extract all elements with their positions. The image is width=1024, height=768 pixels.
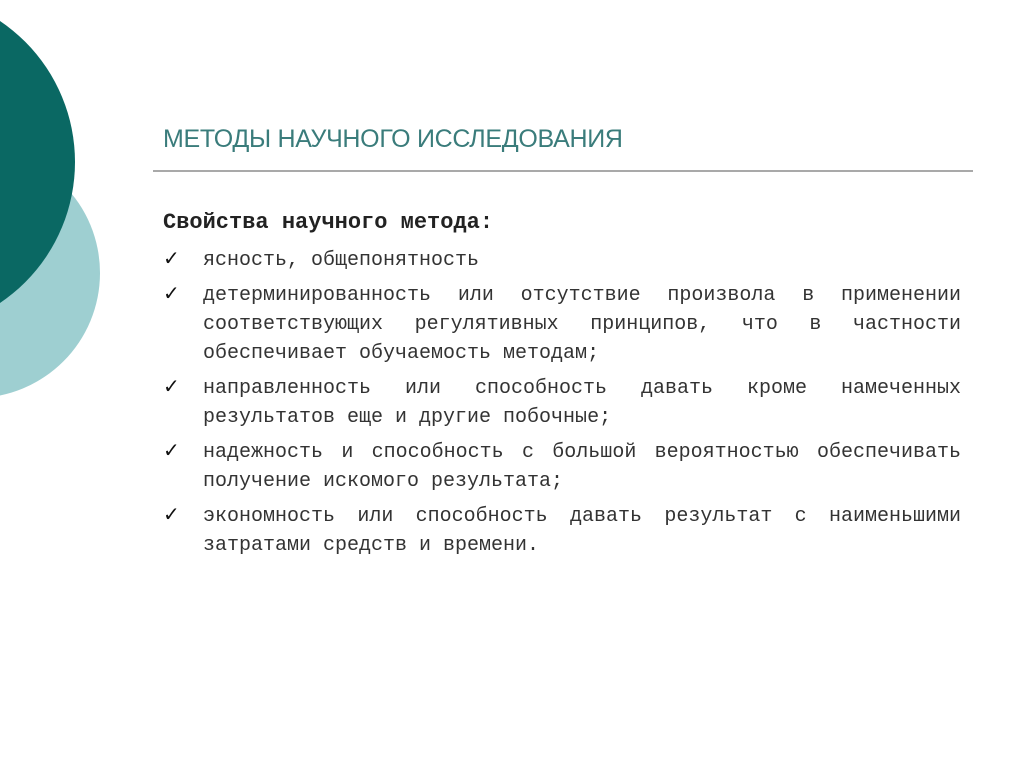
list-item <box>163 438 961 496</box>
check-icon: ✓ <box>163 374 180 398</box>
list-item-text: ясность, общепонятность <box>203 249 480 272</box>
list-item <box>163 502 961 560</box>
list-item-text: надежность и способность с большой вероятностью обеспечивать получение искомого результата; <box>203 441 961 493</box>
slide-title: МЕТОДЫ НАУЧНОГО ИССЛЕДОВАНИЯ <box>163 125 623 153</box>
check-icon: ✓ <box>163 246 180 270</box>
properties-list <box>163 246 961 560</box>
list-item <box>163 281 961 368</box>
list-item-text: экономность или способность давать результат с наименьшими затратами средств и времени. <box>203 505 961 557</box>
check-icon: ✓ <box>163 281 180 305</box>
list-item <box>163 246 961 275</box>
check-icon: ✓ <box>163 438 180 462</box>
list-item <box>163 374 961 432</box>
list-item-text: детерминированность или отсутствие произвола в применении соответствующих регулятивных принципов, что в частности обеспечивает обучаемость методам; <box>203 284 961 365</box>
check-icon: ✓ <box>163 502 180 526</box>
slide-content <box>163 208 961 566</box>
subheading: Свойства научного метода: <box>163 210 494 235</box>
title-divider <box>153 170 973 172</box>
list-item-text: направленность или способность давать кроме намеченных результатов еще и другие побочные; <box>203 377 961 429</box>
